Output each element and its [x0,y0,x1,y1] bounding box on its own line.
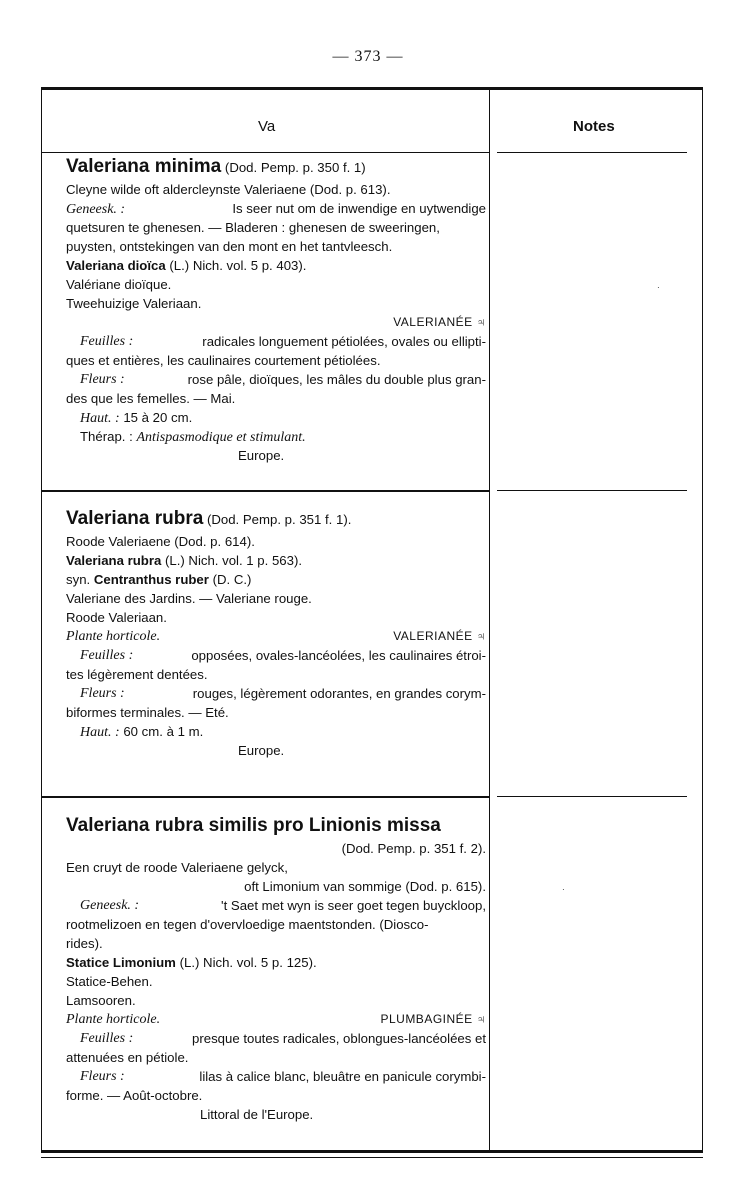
label: Plante horticole. [66,1012,161,1027]
family-label: VALERIANÉE ♃ [393,629,486,643]
text-line: biformes terminales. — Eté. [66,705,229,720]
table-left-border [41,88,42,1153]
text-line: (D. C.) [212,572,252,587]
text-line: des que les femelles. — Mai. [66,391,236,406]
text-line: Roode Valeriaan. [66,610,167,625]
column-divider [489,88,490,1153]
section-separator-2-right [497,796,687,797]
region: Europe. [238,743,285,758]
entry-title-ref: (Dod. Pemp. p. 351 f. 2). [341,841,486,856]
entry-title: Valeriana rubra similis pro Linionis missa [66,815,441,836]
speck: · [657,283,660,292]
entry-title: Valeriana minima [66,156,222,177]
label: Fleurs : [80,1069,125,1084]
text-line: 15 à 20 cm. [123,410,193,425]
text-line: Antispasmodique et stimulant. [136,430,306,445]
text-line: Is seer nut om de inwendige en uytwendige [232,201,486,216]
table-bottom-rule [41,1150,703,1153]
text-line: (L.) Nich. vol. 5 p. 125). [179,955,317,970]
entry-title-ref: (Dod. Pemp. p. 350 f. 1) [224,160,366,175]
section-separator-1-right [497,490,687,491]
label: syn. [66,572,91,587]
text-line: Tweehuizige Valeriaan. [66,296,202,311]
table-bottom-rule-thin [41,1157,703,1158]
speck: · [562,885,565,894]
entry-valeriana-minima [66,154,486,465]
text-line: Valeriane des Jardins. — Valeriane rouge. [66,591,312,606]
label: Plante horticole. [66,629,161,644]
text-line: presque toutes radicales, oblongues-lancéolées et [192,1031,486,1046]
label: Thérap. : [80,429,133,444]
text-line: lilas à calice blanc, bleuâtre en panicule corymbi- [199,1069,486,1084]
region: Europe. [238,448,285,463]
table-right-border [702,88,703,1153]
text-line: (L.) Nich. vol. 1 p. 563). [164,553,303,568]
label: Feuilles : [80,648,134,663]
label: Feuilles : [80,1031,134,1046]
region: Littoral de l'Europe. [200,1107,314,1122]
species-name: Centranthus ruber [93,572,209,587]
entry-title-ref: (Dod. Pemp. p. 351 f. 1). [206,512,352,527]
text-line: Statice-Behen. [66,974,153,989]
text-line: (L.) Nich. vol. 5 p. 403). [169,258,307,273]
text-line: Een cruyt de roode Valeriaene gelyck, [66,860,288,875]
label: Haut. : [80,411,120,426]
text-line: Valériane dioïque. [66,277,172,292]
column-header-notes: Notes [573,118,615,135]
text-line: quetsuren te ghenesen. — Bladeren : ghenesen de sweeringen, [66,220,440,235]
entry-valeriana-rubra-similis [66,813,486,1124]
text-line: opposées, ovales-lancéolées, les caulinaires étroi- [191,648,486,663]
text-line: rootmelizoen en tegen d'overvloedige maentstonden. (Diosco- [66,917,429,932]
text-line: ques et entières, les caulinaires courtement pétiolées. [66,353,381,368]
text-line: rides). [66,936,103,951]
text-line: Roode Valeriaene (Dod. p. 614). [66,534,255,549]
entry-valeriana-rubra [66,506,486,760]
text-line: Cleyne wilde oft aldercleynste Valeriaene (Dod. p. 613). [66,182,391,197]
page-number: — 373 — [332,48,404,65]
family-label: VALERIANÉE ♃ [393,315,486,329]
text-line: puysten, ontstekingen van den mont en het tantvleesch. [66,239,393,254]
text-line: tes légèrement dentées. [66,667,208,682]
section-separator-1-left [42,490,489,492]
header-separator-left [42,152,489,153]
table-top-rule [41,87,703,90]
species-name: Valeriana rubra [66,553,162,568]
label: Geneesk. : [66,202,126,217]
species-name: Valeriana dioïca [66,258,166,273]
header-separator-right [497,152,687,153]
text-line: oft Limonium van sommige (Dod. p. 615). [244,879,486,894]
text-line: radicales longuement pétiolées, ovales ou ellipti- [202,334,486,349]
text-line: rouges, légèrement odorantes, en grandes corym- [192,686,486,701]
label: Fleurs : [80,372,125,387]
species-name: Statice Limonium [66,955,176,970]
section-separator-2-left [42,796,489,798]
text-line: 't Saet met wyn is seer goet tegen buyckloop, [221,898,486,913]
label: Fleurs : [80,686,125,701]
text-line: rose pâle, dioïques, les mâles du double plus gran- [187,372,486,387]
text-line: forme. — Août-octobre. [66,1088,203,1103]
entry-title: Valeriana rubra [66,508,204,529]
text-line: 60 cm. à 1 m. [123,724,204,739]
text-line: attenuées en pétiole. [66,1050,189,1065]
column-header-left: Va [258,118,276,135]
label: Haut. : [80,725,120,740]
label: Geneesk. : [80,898,140,913]
family-label: PLUMBAGINÉE ♃ [380,1012,486,1026]
text-line: Lamsooren. [66,993,136,1008]
label: Feuilles : [80,334,134,349]
